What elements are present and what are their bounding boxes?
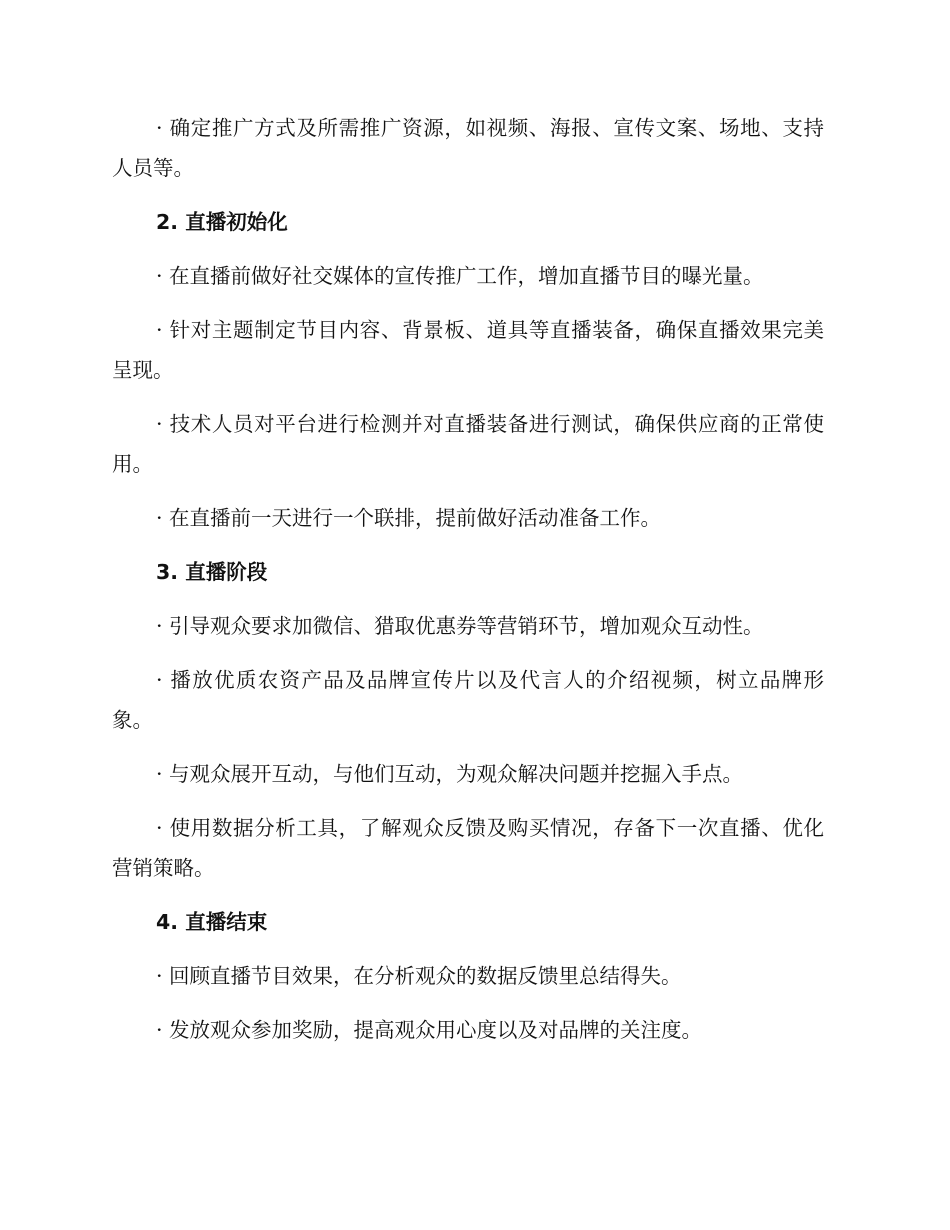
bullet-social-promotion: · 在直播前做好社交媒体的宣传推广工作，增加直播节目的曝光量。 [156,264,764,288]
heading-live-init: 2. 直播初始化 [156,210,288,234]
heading-live-end: 4. 直播结束 [156,910,268,934]
heading-live-stage: 3. 直播阶段 [156,560,268,584]
bullet-rehearsal: · 在直播前一天进行一个联排，提前做好活动准备工作。 [156,506,662,530]
bullet-review: · 回顾直播节目效果，在分析观众的数据反馈里总结得失。 [156,964,682,988]
bullet-live-equipment: · 针对主题制定节目内容、背景板、道具等直播装备，确保直播效果完美呈现。 [112,318,824,382]
bullet-brand-video: · 播放优质农资产品及品牌宣传片以及代言人的介绍视频，树立品牌形象。 [112,668,824,732]
bullet-audience-guidance: · 引导观众要求加微信、猎取优惠券等营销环节，增加观众互动性。 [156,614,764,638]
document-body [112,108,824,1064]
bullet-data-analysis: · 使用数据分析工具，了解观众反馈及购买情况，存备下一次直播、优化营销策略。 [112,816,824,880]
bullet-technical-testing: · 技术人员对平台进行检测并对直播装备进行测试，确保供应商的正常使用。 [112,412,824,476]
bullet-audience-interaction: · 与观众展开互动，与他们互动，为观众解决问题并挖掘入手点。 [156,762,744,786]
bullet-promotion-resources: · 确定推广方式及所需推广资源，如视频、海报、宣传文案、场地、支持人员等。 [112,116,824,180]
bullet-rewards: · 发放观众参加奖励，提高观众用心度以及对品牌的关注度。 [156,1018,703,1042]
